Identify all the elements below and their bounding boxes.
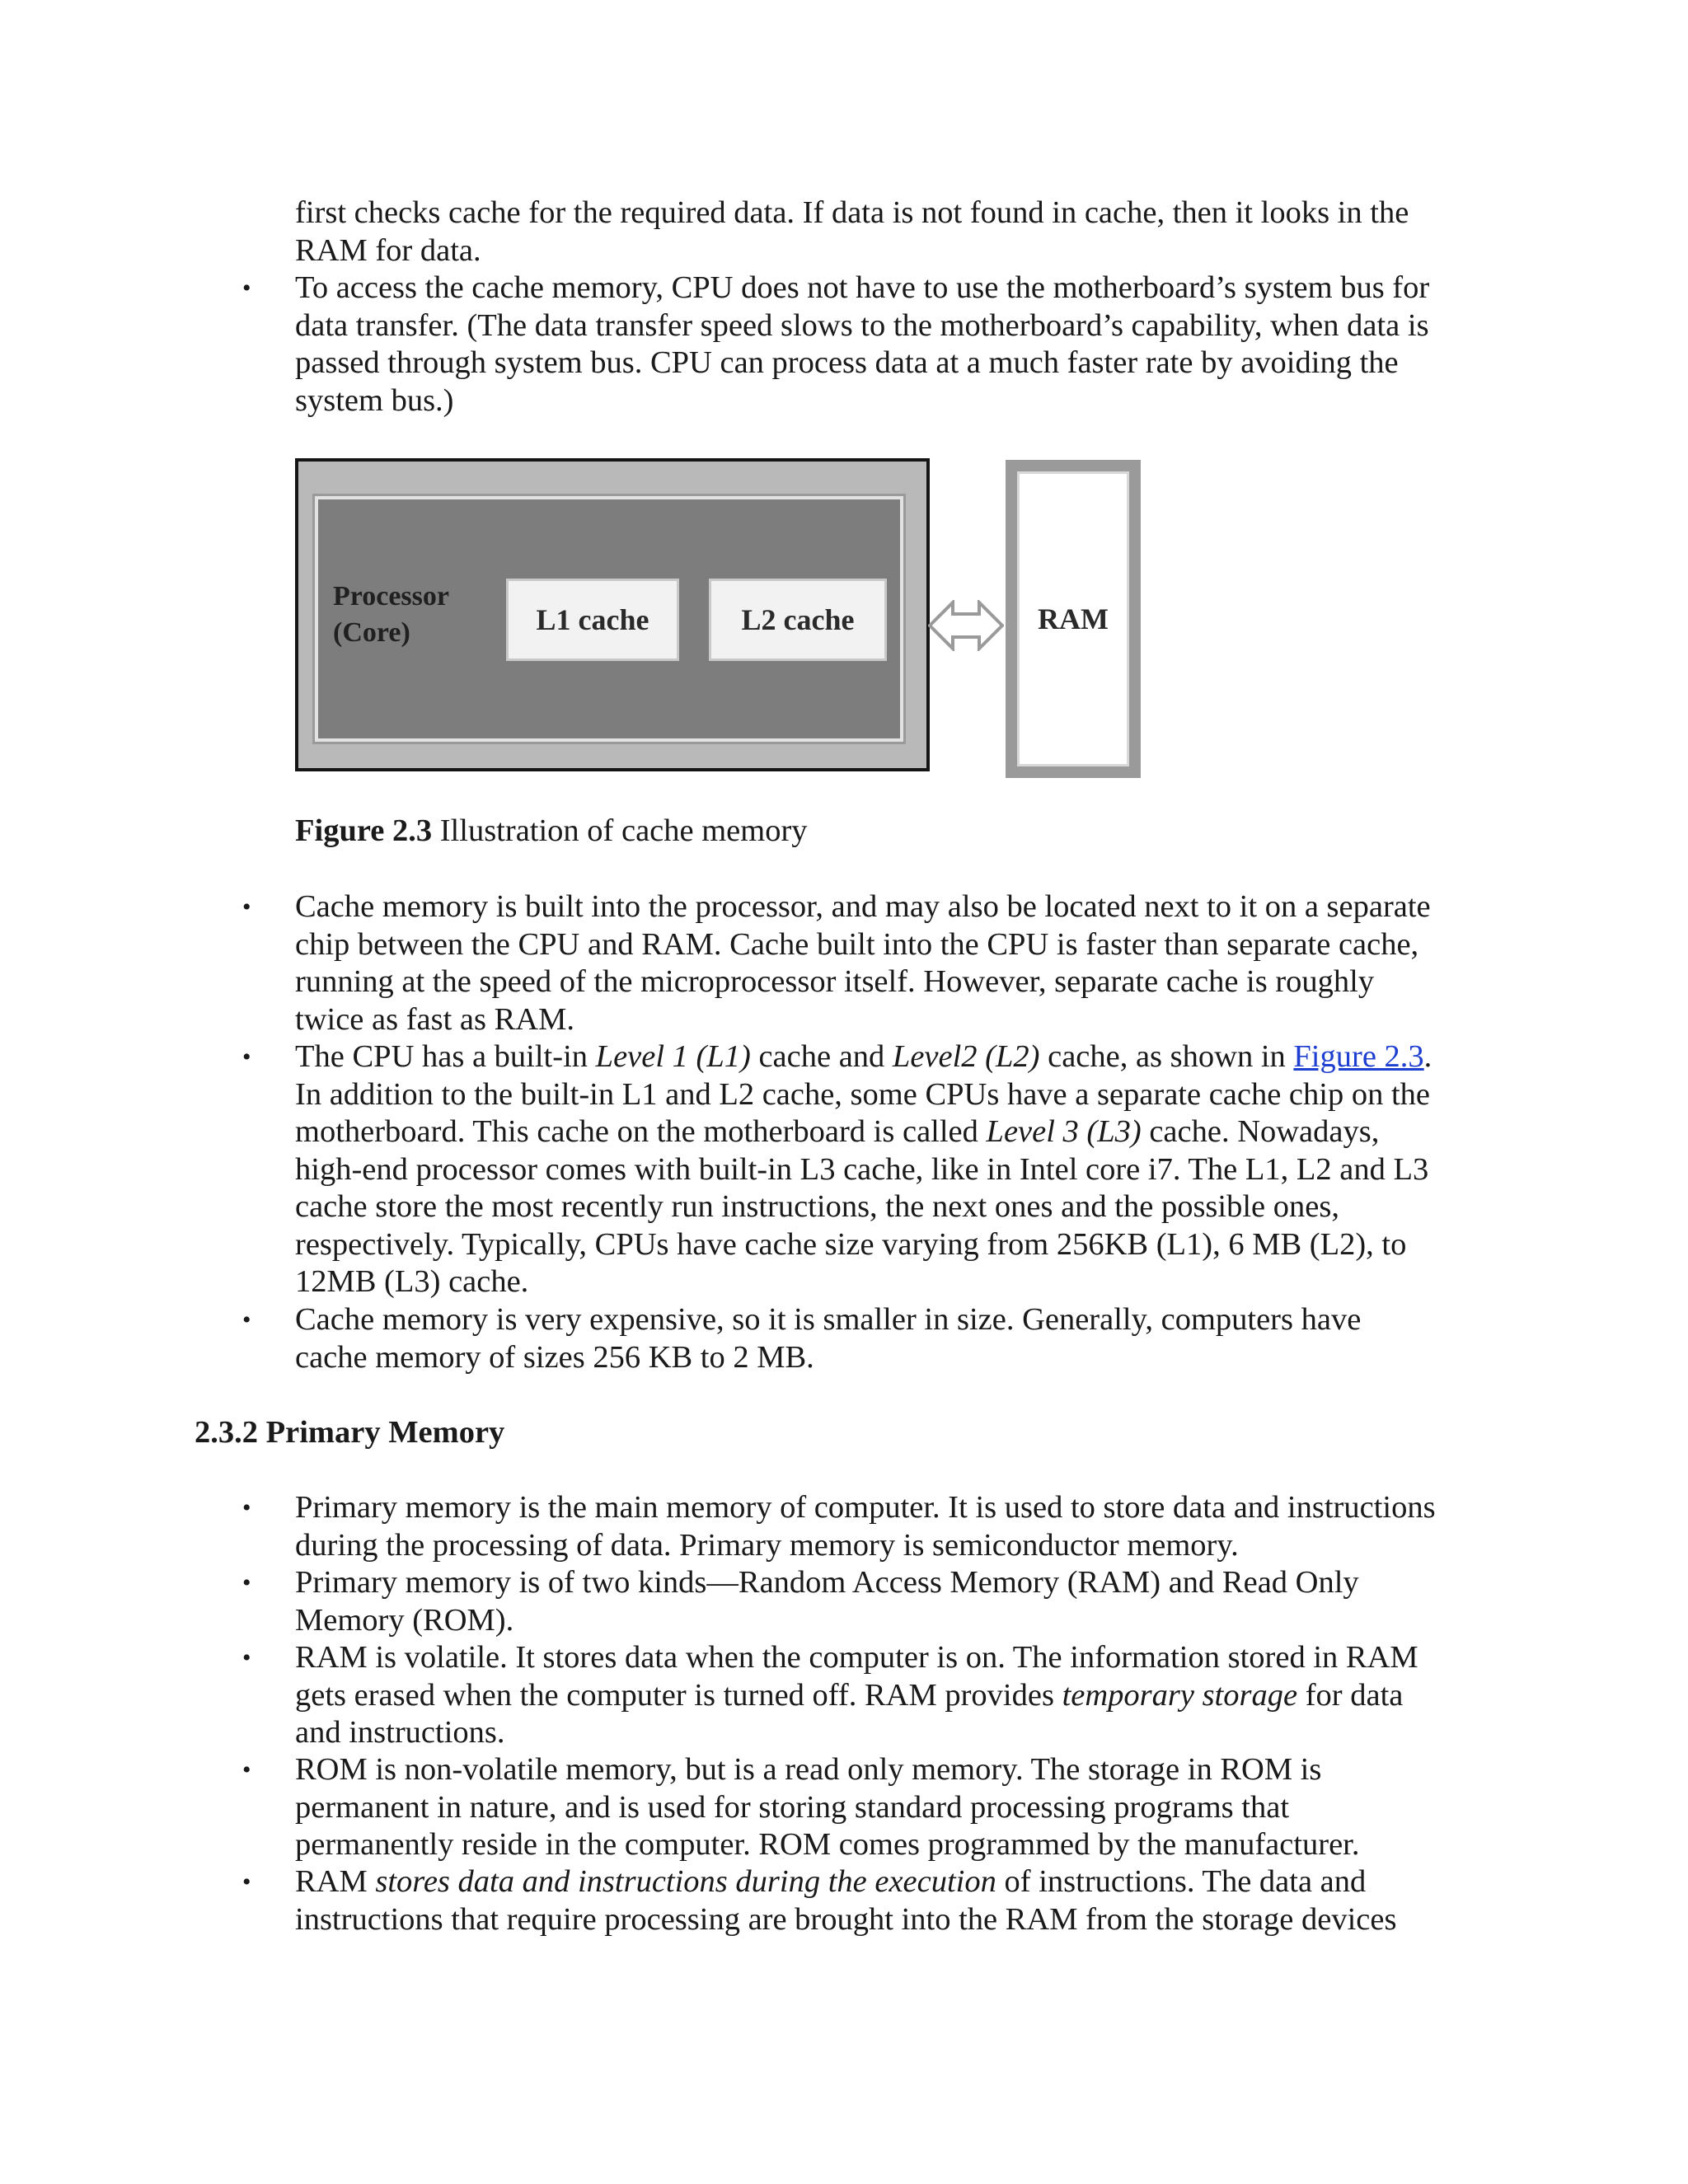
text-line: ROM is non-volatile memory, but is a read only memory. The storage in ROM is <box>295 1752 1322 1787</box>
figure-caption-text: Illustration of cache memory <box>432 813 808 848</box>
text-line: To access the cache memory, CPU does not have to use the motherboard’s system bus for <box>295 270 1430 305</box>
text-span: . <box>1423 1039 1432 1074</box>
figure-number: Figure 2.3 <box>295 813 433 848</box>
bullet-marker: • <box>242 1644 251 1671</box>
italic-term: temporary storage <box>1062 1677 1298 1713</box>
l2-cache-box: L2 cache <box>709 579 887 661</box>
bullet-marker: • <box>242 893 251 921</box>
bullet-marker: • <box>242 1868 251 1896</box>
figure-2-3-link[interactable]: Figure 2.3 <box>1293 1039 1424 1074</box>
text-line <box>295 1038 1482 1076</box>
text-span: of instructions. The data and <box>996 1864 1367 1899</box>
bullet-marker: • <box>242 1756 251 1783</box>
section-heading: 2.3.2 Primary Memory <box>195 1415 505 1450</box>
text-span: RAM <box>295 1864 376 1899</box>
processor-label-line: Processor <box>333 581 449 612</box>
text-line: Primary memory is the main memory of computer. It is used to store data and instructions <box>295 1490 1436 1525</box>
bullet-marker: • <box>242 1494 251 1521</box>
bullet-marker: • <box>242 274 251 302</box>
text-line: Primary memory is of two kinds—Random Access Memory (RAM) and Read Only <box>295 1565 1359 1600</box>
text-line: system bus.) <box>295 382 454 418</box>
bullet-memory-kinds <box>295 1564 1482 1639</box>
cache-memory-figure <box>295 458 1185 780</box>
ram-box: RAM <box>1006 460 1141 778</box>
text-line: permanent in nature, and is used for storing standard processing programs that <box>295 1789 1290 1825</box>
text-line: first checks cache for the required data. If data is not found in cache, then it looks in the <box>295 195 1409 230</box>
text-line: and instructions. <box>295 1715 505 1750</box>
text-line: during the processing of data. Primary memory is semiconductor memory. <box>295 1527 1239 1563</box>
text-line <box>295 1113 1482 1151</box>
text-span: motherboard. This cache on the motherboard is called <box>295 1114 987 1149</box>
text-line: 12MB (L3) cache. <box>295 1264 529 1299</box>
processor-label <box>333 579 449 651</box>
bullet-marker: • <box>242 1306 251 1333</box>
bullet-cache-cost <box>295 1301 1482 1376</box>
bullet-cache-location <box>295 888 1482 1038</box>
text-line <box>295 1863 1482 1901</box>
text-line: Cache memory is very expensive, so it is smaller in size. Generally, computers have <box>295 1302 1362 1337</box>
text-line: cache memory of sizes 256 KB to 2 MB. <box>295 1339 814 1375</box>
double-arrow-icon <box>928 600 1004 651</box>
bullet-ram-execution <box>295 1863 1482 1938</box>
text-span: for data <box>1297 1677 1404 1713</box>
text-span: cache and <box>750 1039 893 1074</box>
text-line: In addition to the built-in L1 and L2 cache, some CPUs have a separate cache chip on the <box>295 1076 1430 1112</box>
l1-cache-box: L1 cache <box>506 579 679 661</box>
text-line: cache store the most recently run instructions, the next ones and the possible ones, <box>295 1189 1339 1224</box>
italic-term: stores data and instructions during the execution <box>375 1864 996 1899</box>
text-line: Memory (ROM). <box>295 1602 514 1638</box>
italic-term: Level 3 (L3) <box>986 1114 1142 1149</box>
bullet-cache-access <box>295 269 1482 419</box>
text-line: RAM is volatile. It stores data when the computer is on. The information stored in RAM <box>295 1640 1418 1675</box>
italic-term: Level 1 (L1) <box>595 1039 751 1074</box>
text-line: Cache memory is built into the processor, and may also be located next to it on a separate <box>295 889 1431 924</box>
bullet-marker: • <box>242 1569 251 1596</box>
text-line <box>295 1677 1482 1715</box>
text-line: running at the speed of the microprocessor itself. However, separate cache is roughly <box>295 964 1375 999</box>
text-line: data transfer. (The data transfer speed slows to the motherboard’s capability, when data is <box>295 307 1429 343</box>
text-line: passed through system bus. CPU can process data at a much faster rate by avoiding the <box>295 345 1399 380</box>
italic-term: Level2 (L2) <box>892 1039 1040 1074</box>
text-line: chip between the CPU and RAM. Cache built into the CPU is faster than separate cache, <box>295 926 1419 962</box>
bullet-primary-memory <box>295 1489 1482 1564</box>
bullet-marker: • <box>242 1043 251 1071</box>
bullet-ram-volatile <box>295 1639 1482 1752</box>
text-line: RAM for data. <box>295 232 481 268</box>
text-span: The CPU has a built-in <box>295 1039 596 1074</box>
text-span: cache, as shown in <box>1039 1039 1294 1074</box>
text-line: high-end processor comes with built-in L3 cache, like in Intel core i7. The L1, L2 and L3 <box>295 1151 1429 1187</box>
figure-caption <box>295 813 808 851</box>
text-line: respectively. Typically, CPUs have cache size varying from 256KB (L1), 6 MB (L2), to <box>295 1226 1407 1262</box>
text-line: instructions that require processing are brought into the RAM from the storage devices <box>295 1901 1397 1937</box>
processor-label-line: (Core) <box>333 617 410 648</box>
intro-paragraph <box>295 194 1482 269</box>
bullet-cache-levels <box>295 1038 1482 1301</box>
text-line: twice as fast as RAM. <box>295 1001 574 1037</box>
text-span: cache. Nowadays, <box>1141 1114 1380 1149</box>
bullet-rom <box>295 1751 1482 1864</box>
text-line: permanently reside in the computer. ROM comes programmed by the manufacturer. <box>295 1827 1360 1862</box>
text-span: gets erased when the computer is turned off. RAM provides <box>295 1677 1062 1713</box>
